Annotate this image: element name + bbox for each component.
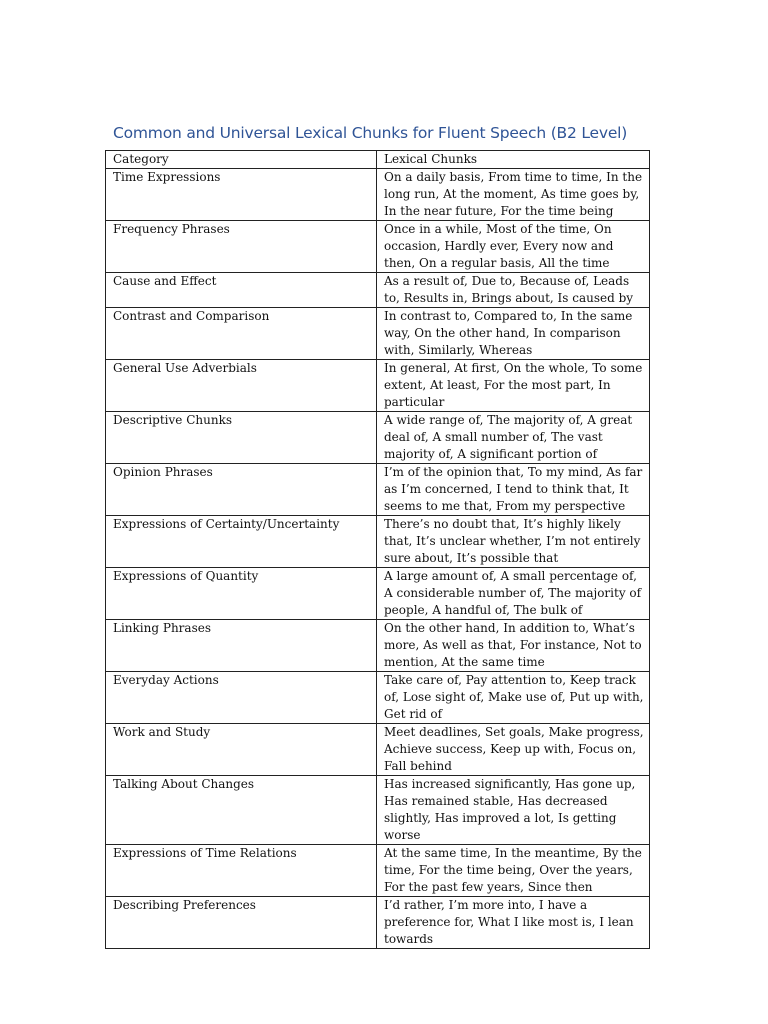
table-row [106, 620, 650, 672]
chunks-cell: I’m of the opinion that, To my mind, As far as I’m concerned, I tend to think that, It seems to me that, From my perspective [377, 464, 650, 516]
category-cell: Frequency Phrases [106, 221, 377, 273]
chunks-cell: Once in a while, Most of the time, On occasion, Hardly ever, Every now and then, On a regular basis, All the time [377, 221, 650, 273]
category-cell: Contrast and Comparison [106, 308, 377, 360]
category-cell: Descriptive Chunks [106, 412, 377, 464]
chunks-cell: In contrast to, Compared to, In the same way, On the other hand, In comparison with, Similarly, Whereas [377, 308, 650, 360]
chunks-cell: A wide range of, The majority of, A great deal of, A small number of, The vast majority of, A significant portion of [377, 412, 650, 464]
table-row [106, 221, 650, 273]
chunks-cell: Meet deadlines, Set goals, Make progress, Achieve success, Keep up with, Focus on, Fall behind [377, 724, 650, 776]
document-title: Common and Universal Lexical Chunks for Fluent Speech (B2 Level) [113, 124, 628, 142]
chunks-cell: A large amount of, A small percentage of, A considerable number of, The majority of people, A handful of, The bulk of [377, 568, 650, 620]
table-row [106, 412, 650, 464]
table-row [106, 169, 650, 221]
category-cell: Describing Preferences [106, 897, 377, 949]
table-row [106, 724, 650, 776]
table-row [106, 672, 650, 724]
chunks-cell: On the other hand, In addition to, What’s more, As well as that, For instance, Not to mention, At the same time [377, 620, 650, 672]
category-cell: Expressions of Certainty/Uncertainty [106, 516, 377, 568]
chunks-cell: On a daily basis, From time to time, In the long run, At the moment, As time goes by, In the near future, For the time being [377, 169, 650, 221]
table-header-row [106, 151, 650, 169]
category-cell: General Use Adverbials [106, 360, 377, 412]
chunks-cell: Has increased significantly, Has gone up, Has remained stable, Has decreased slightly, Has improved a lot, Is getting worse [377, 776, 650, 845]
table-row [106, 568, 650, 620]
header-category: Category [106, 151, 377, 169]
lexical-chunks-table [105, 150, 650, 949]
table-row [106, 516, 650, 568]
category-cell: Linking Phrases [106, 620, 377, 672]
table-row [106, 360, 650, 412]
table-row [106, 776, 650, 845]
category-cell: Work and Study [106, 724, 377, 776]
chunks-cell: At the same time, In the meantime, By the time, For the time being, Over the years, For the past few years, Since then [377, 845, 650, 897]
table-row [106, 273, 650, 308]
chunks-cell: In general, At first, On the whole, To some extent, At least, For the most part, In particular [377, 360, 650, 412]
category-cell: Opinion Phrases [106, 464, 377, 516]
table-row [106, 845, 650, 897]
chunks-cell: I’d rather, I’m more into, I have a preference for, What I like most is, I lean towards [377, 897, 650, 949]
chunks-cell: Take care of, Pay attention to, Keep track of, Lose sight of, Make use of, Put up with, Get rid of [377, 672, 650, 724]
category-cell: Expressions of Quantity [106, 568, 377, 620]
header-lexical-chunks: Lexical Chunks [377, 151, 650, 169]
category-cell: Time Expressions [106, 169, 377, 221]
category-cell: Cause and Effect [106, 273, 377, 308]
category-cell: Everyday Actions [106, 672, 377, 724]
table-row [106, 897, 650, 949]
category-cell: Expressions of Time Relations [106, 845, 377, 897]
category-cell: Talking About Changes [106, 776, 377, 845]
chunks-cell: There’s no doubt that, It’s highly likely that, It’s unclear whether, I’m not entirely sure about, It’s possible that [377, 516, 650, 568]
table-row [106, 464, 650, 516]
table-row [106, 308, 650, 360]
chunks-cell: As a result of, Due to, Because of, Leads to, Results in, Brings about, Is caused by [377, 273, 650, 308]
